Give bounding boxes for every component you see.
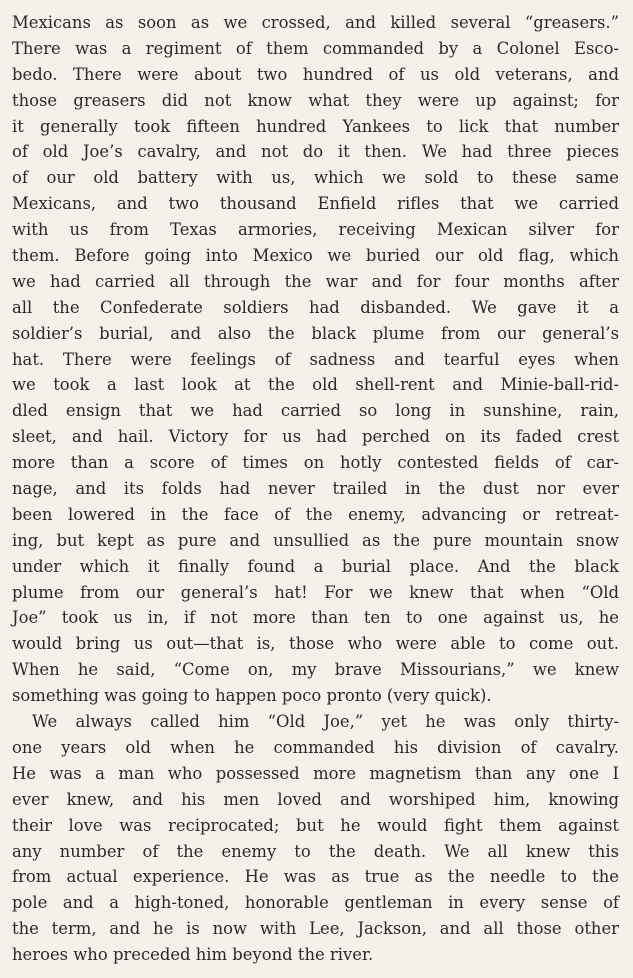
text-line: There was a regiment of them commanded by a Colonel Esco- — [12, 38, 619, 58]
text-line: Mexicans, and two thousand Enfield rifles that we carried — [12, 194, 619, 214]
text-line: plume from our general’s hat! For we knew that when “Old — [12, 582, 619, 602]
text-line: one years old when he commanded his division of cavalry. — [12, 737, 619, 757]
text-line: under which it finally found a burial place. And the black — [12, 556, 619, 576]
text-line: been lowered in the face of the enemy, advancing or retreat- — [12, 504, 619, 524]
text-line: Joe” took us in, if not more than ten to one against us, he — [12, 608, 619, 628]
text-line: it generally took fifteen hundred Yankees to lick that number — [12, 116, 619, 136]
text-line: with us from Texas armories, receiving Mexican silver for — [12, 220, 619, 240]
text-line: from actual experience. He was as true as the needle to the — [12, 867, 619, 887]
paragraph-2 — [12, 709, 619, 968]
text-line: the term, and he is now with Lee, Jackson, and all those other — [12, 919, 619, 939]
text-line: would bring us out—that is, those who were able to come out. — [12, 634, 619, 654]
text-line: sleet, and hail. Victory for us had perched on its faded crest — [12, 427, 619, 447]
text-line: their love was reciprocated; but he would fight them against — [12, 815, 619, 835]
text-line: soldier’s burial, and also the black plume from our general’s — [12, 323, 619, 343]
text-line: of our old battery with us, which we sold to these same — [12, 168, 619, 188]
text-line: of old Joe’s cavalry, and not do it then. We had three pieces — [12, 142, 619, 162]
text-line: we took a last look at the old shell-rent and Minie-ball-rid- — [12, 375, 619, 395]
text-line: When he said, “Come on, my brave Missourians,” we knew — [12, 660, 619, 680]
text-line: nage, and its folds had never trailed in the dust nor ever — [12, 479, 619, 499]
text-line: We always called him “Old Joe,” yet he was only thirty- — [32, 712, 619, 732]
text-line: Mexicans as soon as we crossed, and killed several “greasers.” — [12, 13, 619, 32]
text-line: dled ensign that we had carried so long in sunshine, rain, — [12, 401, 619, 421]
text-line: them. Before going into Mexico we buried our old flag, which — [12, 246, 619, 266]
text-line: any number of the enemy to the death. We all knew this — [12, 841, 619, 861]
text-line: ever knew, and his men loved and worshiped him, knowing — [12, 789, 619, 809]
text-line: bedo. There were about two hundred of us old veterans, and — [12, 64, 619, 84]
text-line: those greasers did not know what they were up against; for — [12, 90, 619, 110]
text-line: ing, but kept as pure and unsullied as the pure mountain snow — [12, 530, 619, 550]
paragraph-1 — [12, 10, 619, 709]
text-line: pole and a high-toned, honorable gentleman in every sense of — [12, 893, 619, 913]
text-line: more than a score of times on hotly contested fields of car- — [12, 453, 619, 473]
text-line: hat. There were feelings of sadness and tearful eyes when — [12, 349, 619, 369]
text-line: something was going to happen poco pronto (very quick). — [12, 686, 492, 706]
text-line: He was a man who possessed more magnetism than any one I — [12, 763, 619, 783]
text-line: heroes who preceded him beyond the river. — [12, 945, 374, 965]
text-line: we had carried all through the war and for four months after — [12, 271, 619, 291]
text-line: all the Confederate soldiers had disbanded. We gave it a — [12, 297, 619, 317]
